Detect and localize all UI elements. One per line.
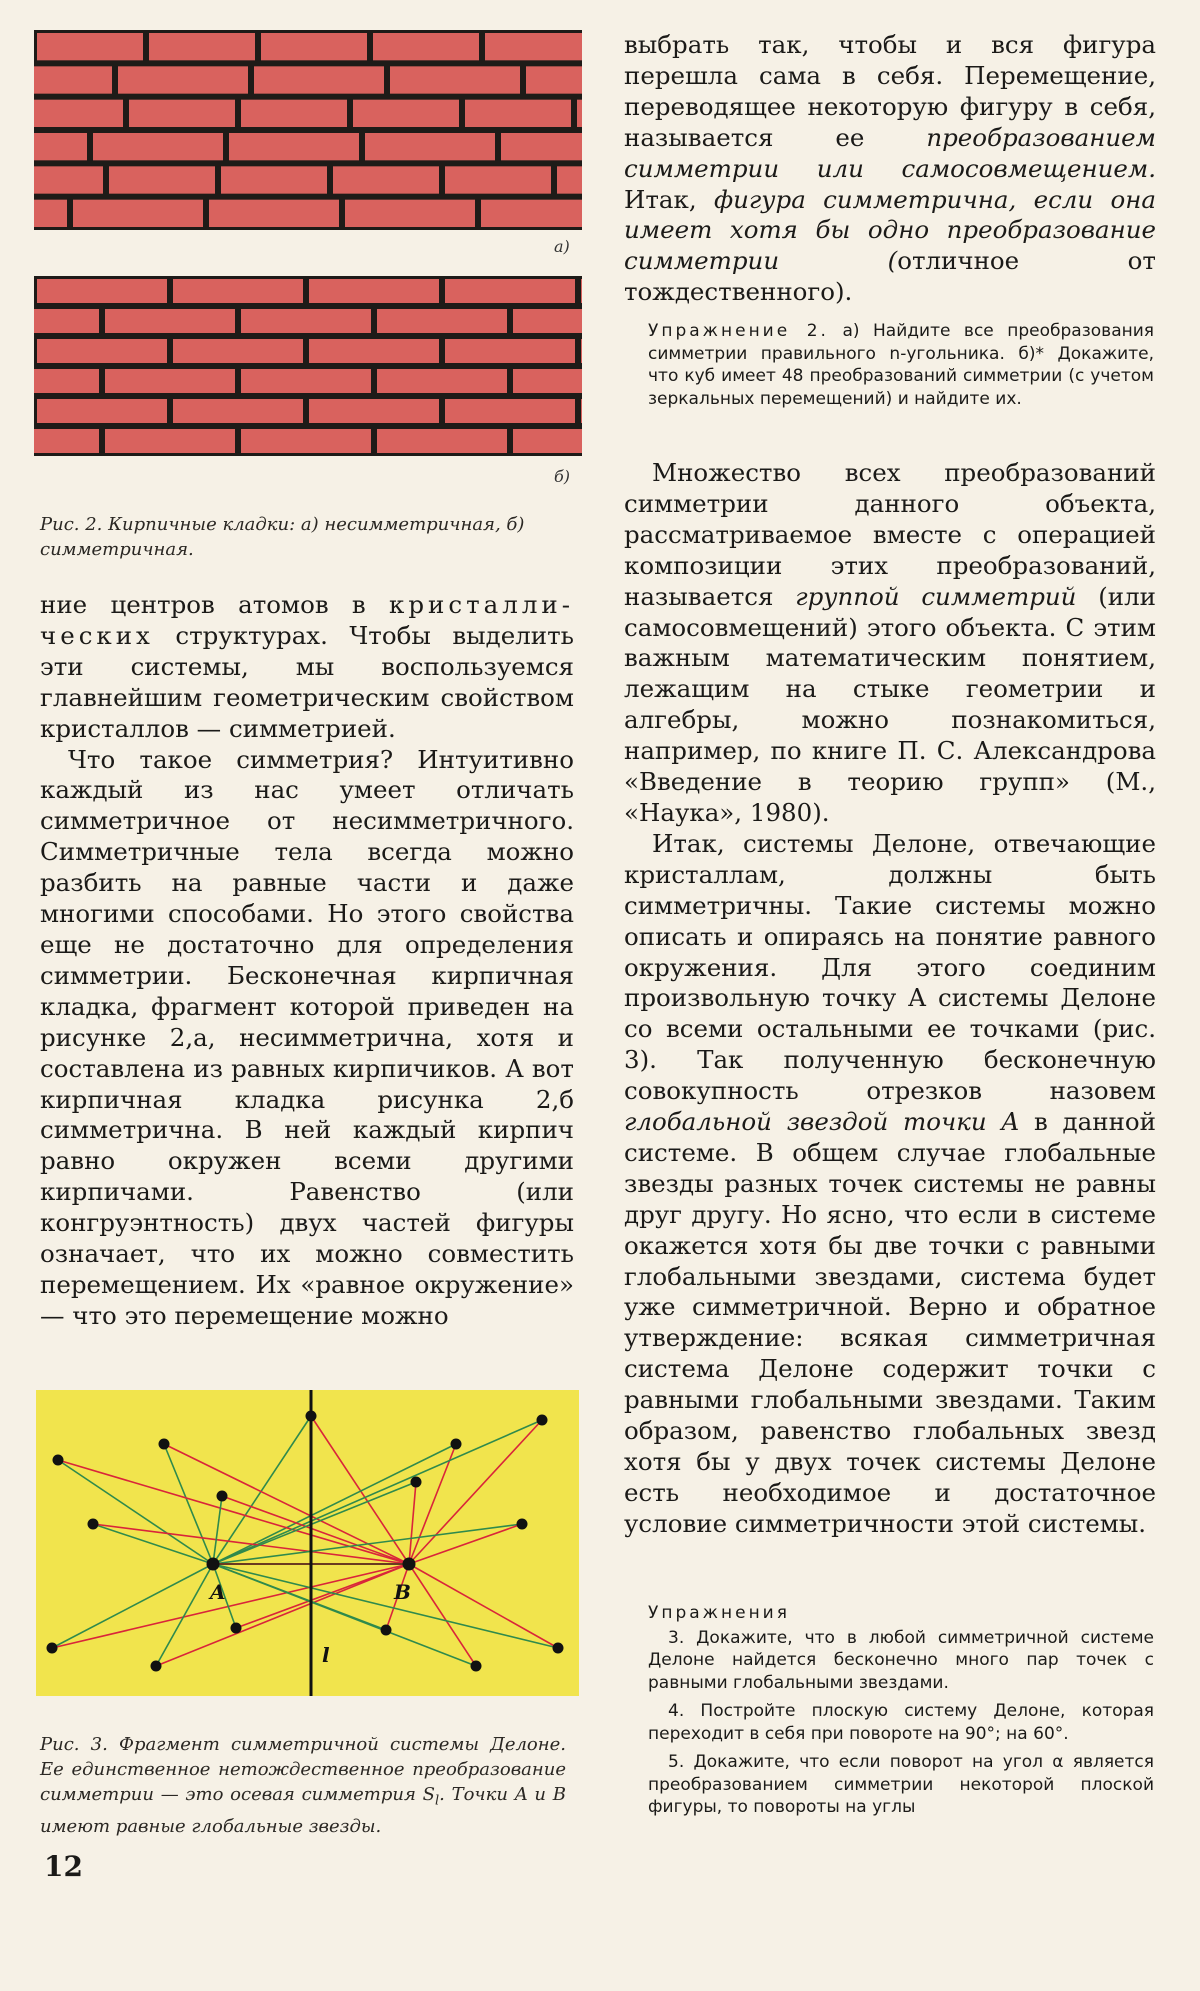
brick: [34, 429, 99, 453]
brick: [229, 133, 359, 160]
brick: [173, 399, 303, 423]
system-point: [47, 1643, 58, 1654]
right-paragraph-2: Множество всех преобразований симметрии данного объекта, рассматриваемое вместе с операцией композиции этих преобразований, называется группой симметрий (или самосовмещений) этого объекта. С этим важным математическим понятием, лежащим на стыке геометрии и алгебры, можно познакомиться, например, по книге П. С. Александрова «Введение в теорию групп» (М., «Наука», 1980).: [624, 458, 1156, 827]
brick: [37, 399, 167, 423]
figure-2a-label: а): [554, 237, 570, 256]
exercise-2-heading: Упражнение 2.: [648, 321, 829, 341]
brick: [526, 66, 582, 93]
brick: [365, 133, 495, 160]
point-a-label: A: [210, 1580, 226, 1604]
left-paragraph-2: Что такое симметрия? Интуитивно каждый из нас умеет отличать симметричное от несимметричного. Симметричные тела всегда можно разбить на равные части и даже многими способами. Но этого свойства еще не достаточно для определения симметрии. Бесконечная кирпичная кладка, фрагмент которой приведен на рисунке 2,а, несимметрична, хотя и составлена из равных кирпичиков. А вот кирпичная кладка рисунка 2,б симметрична. В ней каждый кирпич равно окружен всеми другими кирпичами. Равенство (или конгруэнтность) двух частей фигуры означает, что их можно совместить перемещением. Их «равное окружение» — что это перемещение можно: [40, 744, 574, 1330]
figure-3-delone-system: [36, 1390, 579, 1696]
brick: [37, 33, 143, 60]
system-point: [306, 1411, 317, 1422]
brick: [309, 279, 439, 303]
right-column-middle: [624, 458, 1156, 1540]
point-b: [403, 1558, 416, 1571]
system-point: [381, 1625, 392, 1636]
brick: [241, 309, 371, 333]
brick: [173, 339, 303, 363]
page-number: 12: [44, 1850, 83, 1883]
brick: [254, 66, 384, 93]
system-point: [411, 1477, 422, 1488]
brick: [34, 200, 67, 227]
exercise-2-text: а) Найдите все преобразования симметрии правильного n-угольника. б)* Докажите, что куб имеет 48 преобразований симметрии (с учетом зеркальных перемещений) и найдите их.: [648, 321, 1154, 409]
system-point: [88, 1519, 99, 1530]
brick: [445, 166, 551, 193]
exercise-2-block: [648, 320, 1154, 416]
brick: [513, 429, 582, 453]
point-a: [207, 1558, 220, 1571]
brick: [445, 399, 575, 423]
brick: [34, 166, 103, 193]
brick: [581, 279, 582, 303]
system-point: [217, 1491, 228, 1502]
system-point: [231, 1623, 242, 1634]
system-point: [553, 1643, 564, 1654]
brick: [309, 399, 439, 423]
brick: [73, 200, 203, 227]
brick: [34, 133, 87, 160]
brick: [34, 369, 99, 393]
brick: [34, 100, 123, 127]
brick: [173, 279, 303, 303]
brick: [485, 33, 582, 60]
right-paragraph-1: выбрать так, чтобы и вся фигура перешла сама в себя. Перемещение, переводящее некоторую фигуру в себя, называется ее преобразованием симметрии или самосовмещением. Итак, фигура симметрична, если она имеет хотя бы одно преобразование симметрии (отличное от тождественного).: [624, 30, 1156, 307]
system-point: [517, 1519, 528, 1530]
figure-2a-brick-wall: [34, 30, 582, 262]
exercise-5: 5. Докажите, что если поворот на угол α является преобразованием симметрии некоторой плоской фигуры, то повороты на углы: [648, 1752, 1154, 1817]
brick: [377, 429, 507, 453]
exercise-3: 3. Докажите, что в любой симметричной системе Делоне найдется бесконечно много пар точек с равными глобальными звездами.: [648, 1627, 1154, 1693]
axis-l-label: l: [322, 1643, 330, 1667]
brick: [241, 369, 371, 393]
right-paragraph-3: Итак, системы Делоне, отвечающие кристаллам, должны быть симметричны. Такие системы можно описать и опираясь на понятие равного окружения. Для этого соединим произвольную точку A системы Делоне со всеми остальными ее точками (рис. 3). Так полученную бесконечную совокупность отрезков назовем глобальной звездой точки A в данной системе. В общем случае глобальные звезды разных точек системы не равны друг другу. Но ясно, что если в системе окажется хотя бы две точки с равными глобальными звездами, система будет уже симметричной. Верно и обратное утверждение: всякая симметричная система Делоне содержит точки с равными глобальными звездами. Таким образом, равенство глобальных звезд хотя бы у двух точек системы Делоне есть необходимое и достаточное условие симметричности этой системы.: [624, 828, 1156, 1538]
brick: [105, 429, 235, 453]
brick: [390, 66, 520, 93]
brick: [105, 309, 235, 333]
brick: [501, 133, 582, 160]
figure-3-background: [36, 1390, 579, 1696]
brick: [377, 369, 507, 393]
brick: [513, 309, 582, 333]
left-paragraph-1: ние центров атомов в кристалли-ческих структурах. Чтобы выделить эти системы, мы воспользуемся главнейшим геометрическим свойством кристаллов — симметрией.: [40, 590, 574, 743]
brick: [445, 339, 575, 363]
figure-3-caption: Рис. 3. Фрагмент симметричной системы Делоне. Ее единственное нетождественное преобразование симметрии — это осевая симметрия $S_l$. Точки A и B имеют равные глобальные звезды.: [40, 1734, 566, 1837]
figure-2b-label: б): [554, 467, 571, 486]
brick: [37, 279, 167, 303]
brick: [557, 166, 582, 193]
system-point: [537, 1415, 548, 1426]
right-column-top: [624, 30, 1156, 308]
system-point: [451, 1439, 462, 1450]
brick: [149, 33, 255, 60]
brick: [34, 66, 112, 93]
brick: [309, 339, 439, 363]
brick: [377, 309, 507, 333]
brick: [333, 166, 439, 193]
brick: [118, 66, 248, 93]
brick: [577, 100, 582, 127]
system-point: [471, 1661, 482, 1672]
figure-2-caption: Рис. 2. Кирпичные кладки: а) несимметричная, б) симметричная.: [40, 514, 525, 560]
brick: [241, 100, 347, 127]
brick: [581, 339, 582, 363]
brick: [481, 200, 582, 227]
brick: [93, 133, 223, 160]
brick: [513, 369, 582, 393]
brick: [109, 166, 215, 193]
brick: [465, 100, 571, 127]
brick: [345, 200, 475, 227]
figure-2b-brick-wall: [34, 276, 582, 490]
brick: [105, 369, 235, 393]
brick: [34, 309, 99, 333]
brick: [37, 339, 167, 363]
brick: [581, 399, 582, 423]
brick: [445, 279, 575, 303]
system-point: [159, 1439, 170, 1450]
system-point: [53, 1455, 64, 1466]
exercises-block: [648, 1602, 1154, 1825]
left-column-text: [40, 590, 574, 1332]
brick: [209, 200, 339, 227]
brick: [373, 33, 479, 60]
point-b-label: B: [394, 1580, 411, 1604]
brick: [129, 100, 235, 127]
brick: [221, 166, 327, 193]
brick: [353, 100, 459, 127]
brick: [261, 33, 367, 60]
brick: [241, 429, 371, 453]
exercises-heading: Упражнения: [648, 1603, 790, 1623]
exercise-4: 4. Постройте плоскую систему Делоне, которая переходит в себя при повороте на 90°; на 60°.: [648, 1701, 1154, 1744]
system-point: [151, 1661, 162, 1672]
